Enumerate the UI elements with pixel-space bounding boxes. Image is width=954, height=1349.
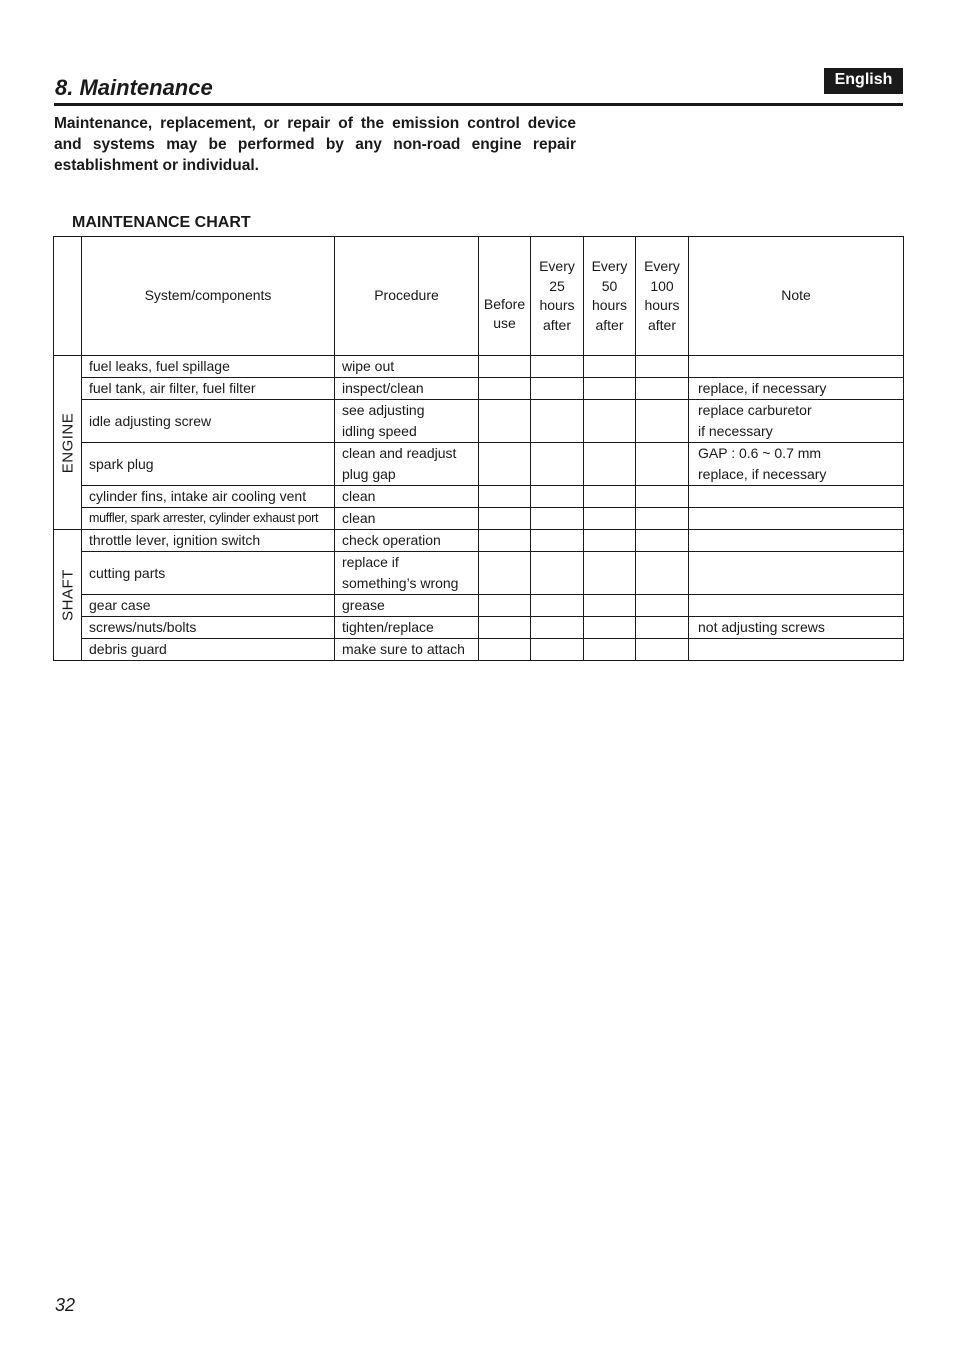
maintenance-chart	[53, 236, 904, 661]
system-cell: gear case	[82, 595, 335, 617]
note-cell	[689, 639, 904, 661]
check-cell	[531, 378, 584, 400]
table-row	[54, 443, 904, 486]
check-cell	[636, 400, 689, 443]
check-cell	[531, 617, 584, 639]
note-cell	[689, 443, 904, 486]
header-before-line: Before	[483, 295, 526, 312]
table-row	[54, 530, 904, 552]
system-cell: screws/nuts/bolts	[82, 617, 335, 639]
header-every-50	[584, 237, 636, 356]
check-cell	[479, 508, 531, 530]
check-cell	[531, 400, 584, 443]
system-cell: fuel leaks, fuel spillage	[82, 356, 335, 378]
check-cell	[479, 486, 531, 508]
check-cell	[636, 595, 689, 617]
header-100-line: after	[647, 316, 676, 333]
table-row	[54, 639, 904, 661]
procedure-cell: check operation	[335, 530, 479, 552]
check-cell	[636, 356, 689, 378]
check-cell	[531, 530, 584, 552]
note-cell	[689, 552, 904, 595]
note-cell: replace, if necessary	[689, 378, 904, 400]
check-cell	[531, 443, 584, 486]
check-cell	[584, 378, 636, 400]
check-cell	[479, 595, 531, 617]
check-cell	[584, 486, 636, 508]
header-note: Note	[689, 237, 904, 356]
check-cell	[479, 443, 531, 486]
system-cell: cutting parts	[82, 552, 335, 595]
header-before-use	[479, 237, 531, 356]
procedure-line: plug gap	[342, 466, 396, 482]
check-cell	[531, 508, 584, 530]
header-100-line: 100	[650, 277, 674, 294]
table-row	[54, 595, 904, 617]
header-group-blank	[54, 237, 82, 356]
note-cell	[689, 486, 904, 508]
note-line: if necessary	[698, 423, 773, 439]
check-cell	[636, 508, 689, 530]
procedure-cell: tighten/replace	[335, 617, 479, 639]
check-cell	[584, 552, 636, 595]
note-cell: not adjusting screws	[689, 617, 904, 639]
page-number: 32	[55, 1295, 76, 1315]
check-cell	[479, 356, 531, 378]
check-cell	[479, 400, 531, 443]
procedure-line: see adjusting	[342, 402, 425, 418]
header-100-line: hours	[644, 297, 680, 313]
check-cell	[636, 378, 689, 400]
check-cell	[531, 639, 584, 661]
note-cell	[689, 356, 904, 378]
check-cell	[479, 639, 531, 661]
table-row	[54, 356, 904, 378]
procedure-line: clean and readjust	[342, 445, 457, 461]
note-line: replace, if necessary	[698, 466, 827, 482]
procedure-line: something’s wrong	[342, 575, 459, 591]
check-cell	[531, 356, 584, 378]
procedure-cell: inspect/clean	[335, 378, 479, 400]
header-every-100	[636, 237, 689, 356]
title-rule	[54, 103, 903, 106]
system-cell: idle adjusting screw	[82, 400, 335, 443]
check-cell	[636, 552, 689, 595]
procedure-cell	[335, 552, 479, 595]
procedure-cell: grease	[335, 595, 479, 617]
header-25-line: hours	[539, 297, 575, 313]
header-100-line: Every	[644, 258, 680, 274]
check-cell	[531, 486, 584, 508]
chart-header-row	[54, 237, 904, 356]
check-cell	[479, 530, 531, 552]
procedure-cell	[335, 443, 479, 486]
note-line: GAP : 0.6 ~ 0.7 mm	[698, 445, 822, 461]
check-cell	[479, 617, 531, 639]
note-line: replace carburetor	[698, 402, 812, 418]
procedure-cell: wipe out	[335, 356, 479, 378]
system-cell: fuel tank, air filter, fuel filter	[82, 378, 335, 400]
check-cell	[584, 508, 636, 530]
check-cell	[531, 595, 584, 617]
check-cell	[479, 378, 531, 400]
procedure-line: replace if	[342, 554, 399, 570]
procedure-cell	[335, 400, 479, 443]
table-row	[54, 508, 904, 530]
table-row	[54, 617, 904, 639]
intro-paragraph: Maintenance, replacement, or repair of the emission control device and systems may be performed by any non-road engine repair establishment or individual.	[54, 115, 576, 174]
system-cell: debris guard	[82, 639, 335, 661]
table-row	[54, 486, 904, 508]
language-badge: English	[824, 68, 903, 94]
check-cell	[584, 443, 636, 486]
procedure-cell: clean	[335, 486, 479, 508]
header-25-line: Every	[539, 258, 575, 274]
check-cell	[531, 552, 584, 595]
check-cell	[636, 639, 689, 661]
check-cell	[584, 356, 636, 378]
check-cell	[584, 400, 636, 443]
header-before-line: use	[493, 315, 516, 331]
check-cell	[584, 530, 636, 552]
header-procedure: Procedure	[335, 237, 479, 356]
system-cell: muffler, spark arrester, cylinder exhaust port	[82, 508, 335, 530]
note-cell	[689, 508, 904, 530]
check-cell	[584, 617, 636, 639]
header-25-line: after	[542, 316, 571, 333]
system-cell: throttle lever, ignition switch	[82, 530, 335, 552]
group-label-engine	[54, 356, 82, 530]
check-cell	[584, 639, 636, 661]
check-cell	[479, 552, 531, 595]
table-row	[54, 552, 904, 595]
note-cell	[689, 595, 904, 617]
header-50-line: hours	[591, 297, 628, 313]
procedure-line: idling speed	[342, 423, 417, 439]
header-50-line: after	[595, 316, 624, 333]
chart-title: MAINTENANCE CHART	[72, 214, 251, 231]
check-cell	[636, 486, 689, 508]
header-system: System/components	[82, 237, 335, 356]
group-label-shaft	[54, 530, 82, 661]
table-row	[54, 400, 904, 443]
note-cell	[689, 400, 904, 443]
table-row	[54, 378, 904, 400]
header-every-25	[531, 237, 584, 356]
section-title: 8. Maintenance	[55, 75, 213, 100]
system-cell: cylinder fins, intake air cooling vent	[82, 486, 335, 508]
check-cell	[636, 530, 689, 552]
header-50-line: Every	[591, 258, 628, 274]
group-label-text: SHAFT	[59, 569, 76, 621]
procedure-cell: clean	[335, 508, 479, 530]
system-cell: spark plug	[82, 443, 335, 486]
check-cell	[636, 617, 689, 639]
procedure-cell: make sure to attach	[335, 639, 479, 661]
note-cell	[689, 530, 904, 552]
header-25-line: 25	[549, 277, 565, 294]
group-label-text: ENGINE	[59, 412, 76, 473]
check-cell	[636, 443, 689, 486]
check-cell	[584, 595, 636, 617]
header-50-line: 50	[601, 277, 618, 294]
